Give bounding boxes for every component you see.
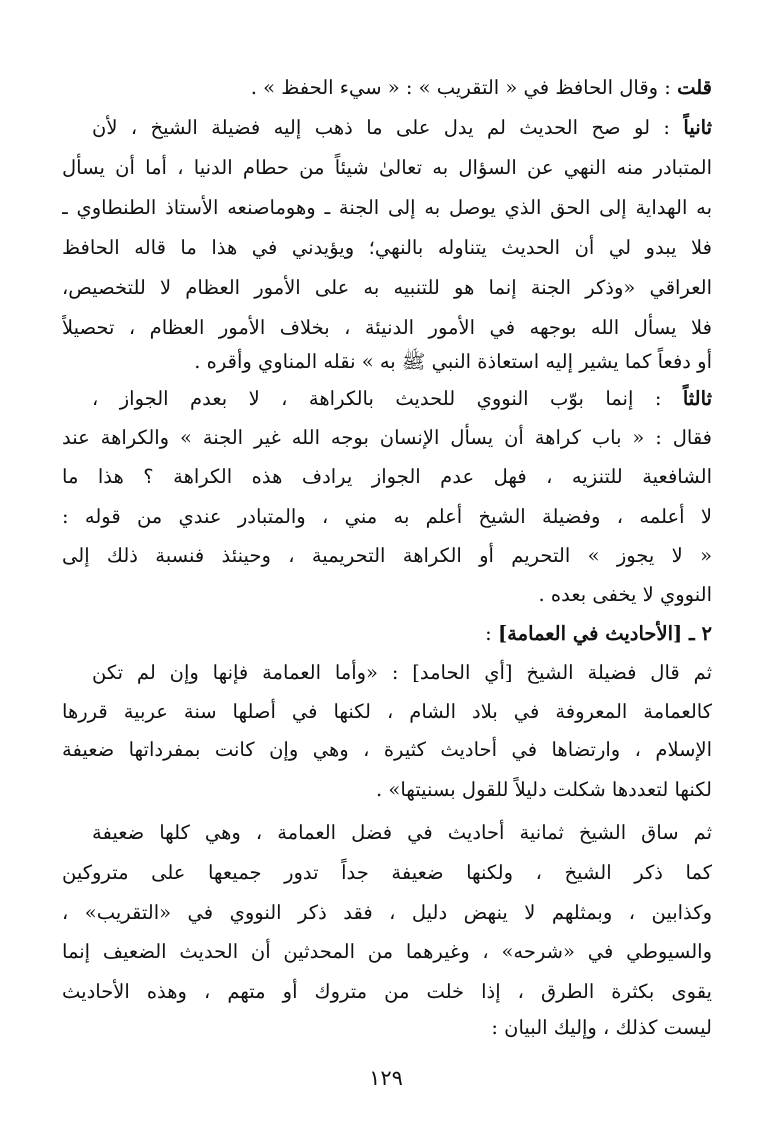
- line-6-text: العراقي «وذكر الجنة إنما هو للتنبيه به على الأمور العظام لا للتخصيص،: [62, 276, 712, 299]
- line-10-text: فقال : « باب كراهة أن يسأل الإنسان بوجه الله غير الجنة » والكراهة عند: [62, 426, 712, 449]
- text-line-23: [62, 932, 712, 972]
- text-line-18: [62, 730, 712, 770]
- text-line-21: [62, 853, 712, 893]
- section-heading-title: ٢ ـ [الأحاديث في العمامة]: [497, 622, 712, 645]
- text-line-12: [62, 497, 712, 537]
- line-7-text: فلا يسأل الله بوجهه في الأمور الدنيئة ، بخلاف الأمور العظام ، تحصيلاً: [62, 316, 712, 339]
- line-1-text: : وقال الحافظ في « التقريب » : « سيء الحفظ » .: [250, 76, 678, 99]
- line-12-text: لا أعلمه ، وفضيلة الشيخ أعلم به مني ، والمتبادر عندي من قوله :: [62, 505, 712, 528]
- line-1-lead: قلت: [677, 76, 712, 99]
- section-heading: [92, 614, 712, 654]
- line-18-text: الإسلام ، وارتضاها في أحاديث كثيرة ، وهي وإن كانت بمفرداتها ضعيفة: [62, 738, 712, 761]
- line-24-text: يقوى بكثرة الطرق ، إذا خلت من متروك أو متهم ، وهذه الأحاديث: [62, 980, 712, 1003]
- text-line-17: [62, 692, 712, 732]
- line-23-text: والسيوطي في «شرحه» ، وغيرهما من المحدثين أن الحديث الضعيف إنما: [62, 940, 712, 963]
- line-13-text: « لا يجوز » التحريم أو الكراهة التحريمية ، وحينئذ فنسبة ذلك إلى: [62, 544, 712, 567]
- section-heading-colon: :: [485, 622, 498, 645]
- text-line-3: [62, 148, 712, 188]
- line-4-text: به الهداية إلى الحق الذي يوصل به إلى الجنة ـ وهوماصنعه الأستاذ الطنطاوي ـ: [62, 196, 712, 219]
- text-line-16: [92, 653, 712, 693]
- line-22-text: وكذابين ، وبمثلهم لا ينهض دليل ، فقد ذكر النووي في «التقريب» ،: [62, 901, 712, 924]
- text-line-8: [62, 342, 712, 382]
- line-2-lead: ثانياً: [683, 116, 712, 139]
- page-number: ١٢٩: [369, 1066, 403, 1090]
- line-9-text: : إنما بوّب النووي للحديث بالكراهة ، لا بعدم الجواز ،: [92, 387, 683, 410]
- text-line-11: [62, 457, 712, 497]
- text-line-2: [92, 108, 712, 148]
- text-line-14: [62, 575, 712, 615]
- text-line-20: [92, 813, 712, 853]
- line-2-text: : لو صح الحديث لم يدل على ما ذهب إليه فضيلة الشيخ ، لأن: [92, 116, 684, 139]
- line-9-lead: ثالثاً: [682, 387, 712, 410]
- line-19-text: لكنها لتعددها شكلت دليلاً للقول بسنيتها» .: [376, 778, 712, 801]
- line-25-text: ليست كذلك ، وإليك البيان :: [491, 1016, 712, 1039]
- text-line-13: [62, 536, 712, 576]
- text-line-6: [62, 268, 712, 308]
- text-line-1: [92, 68, 712, 108]
- line-16-text: ثم قال فضيلة الشيخ [أي الحامد] : «وأما العمامة فإنها وإن لم تكن: [92, 661, 712, 684]
- text-line-9: [92, 379, 712, 419]
- text-line-24: [62, 972, 712, 1012]
- text-line-4: [62, 188, 712, 228]
- line-5-text: فلا يبدو لي أن الحديث يتناوله بالنهي؛ ويؤيدني في هذا ما قاله الحافظ: [62, 236, 712, 259]
- line-11-text: الشافعية للتنزيه ، فهل عدم الجواز يرادف هذه الكراهة ؟ هذا ما: [62, 465, 712, 488]
- line-20-text: ثم ساق الشيخ ثمانية أحاديث في فضل العمامة ، وهي كلها ضعيفة: [92, 821, 712, 844]
- text-line-10: [62, 418, 712, 458]
- line-3-text: المتبادر منه النهي عن السؤال به تعالىٰ شيئاً من حطام الدنيا ، أما أن يسأل: [62, 156, 712, 179]
- line-8-text: أو دفعاً كما يشير إليه استعاذة النبي ﷺ به » نقله المناوي وأقره .: [194, 350, 712, 373]
- line-14-text: النووي لا يخفى بعده .: [538, 583, 712, 606]
- text-line-19: [62, 770, 712, 810]
- text-line-22: [62, 893, 712, 933]
- line-21-text: كما ذكر الشيخ ، ولكنها ضعيفة جداً تدور جميعها على متروكين: [62, 861, 712, 884]
- text-line-5: [62, 228, 712, 268]
- text-line-25: [62, 1008, 712, 1048]
- line-17-text: كالعمامة المعروفة في بلاد الشام ، لكنها في أصلها سنة عربية قررها: [62, 700, 712, 723]
